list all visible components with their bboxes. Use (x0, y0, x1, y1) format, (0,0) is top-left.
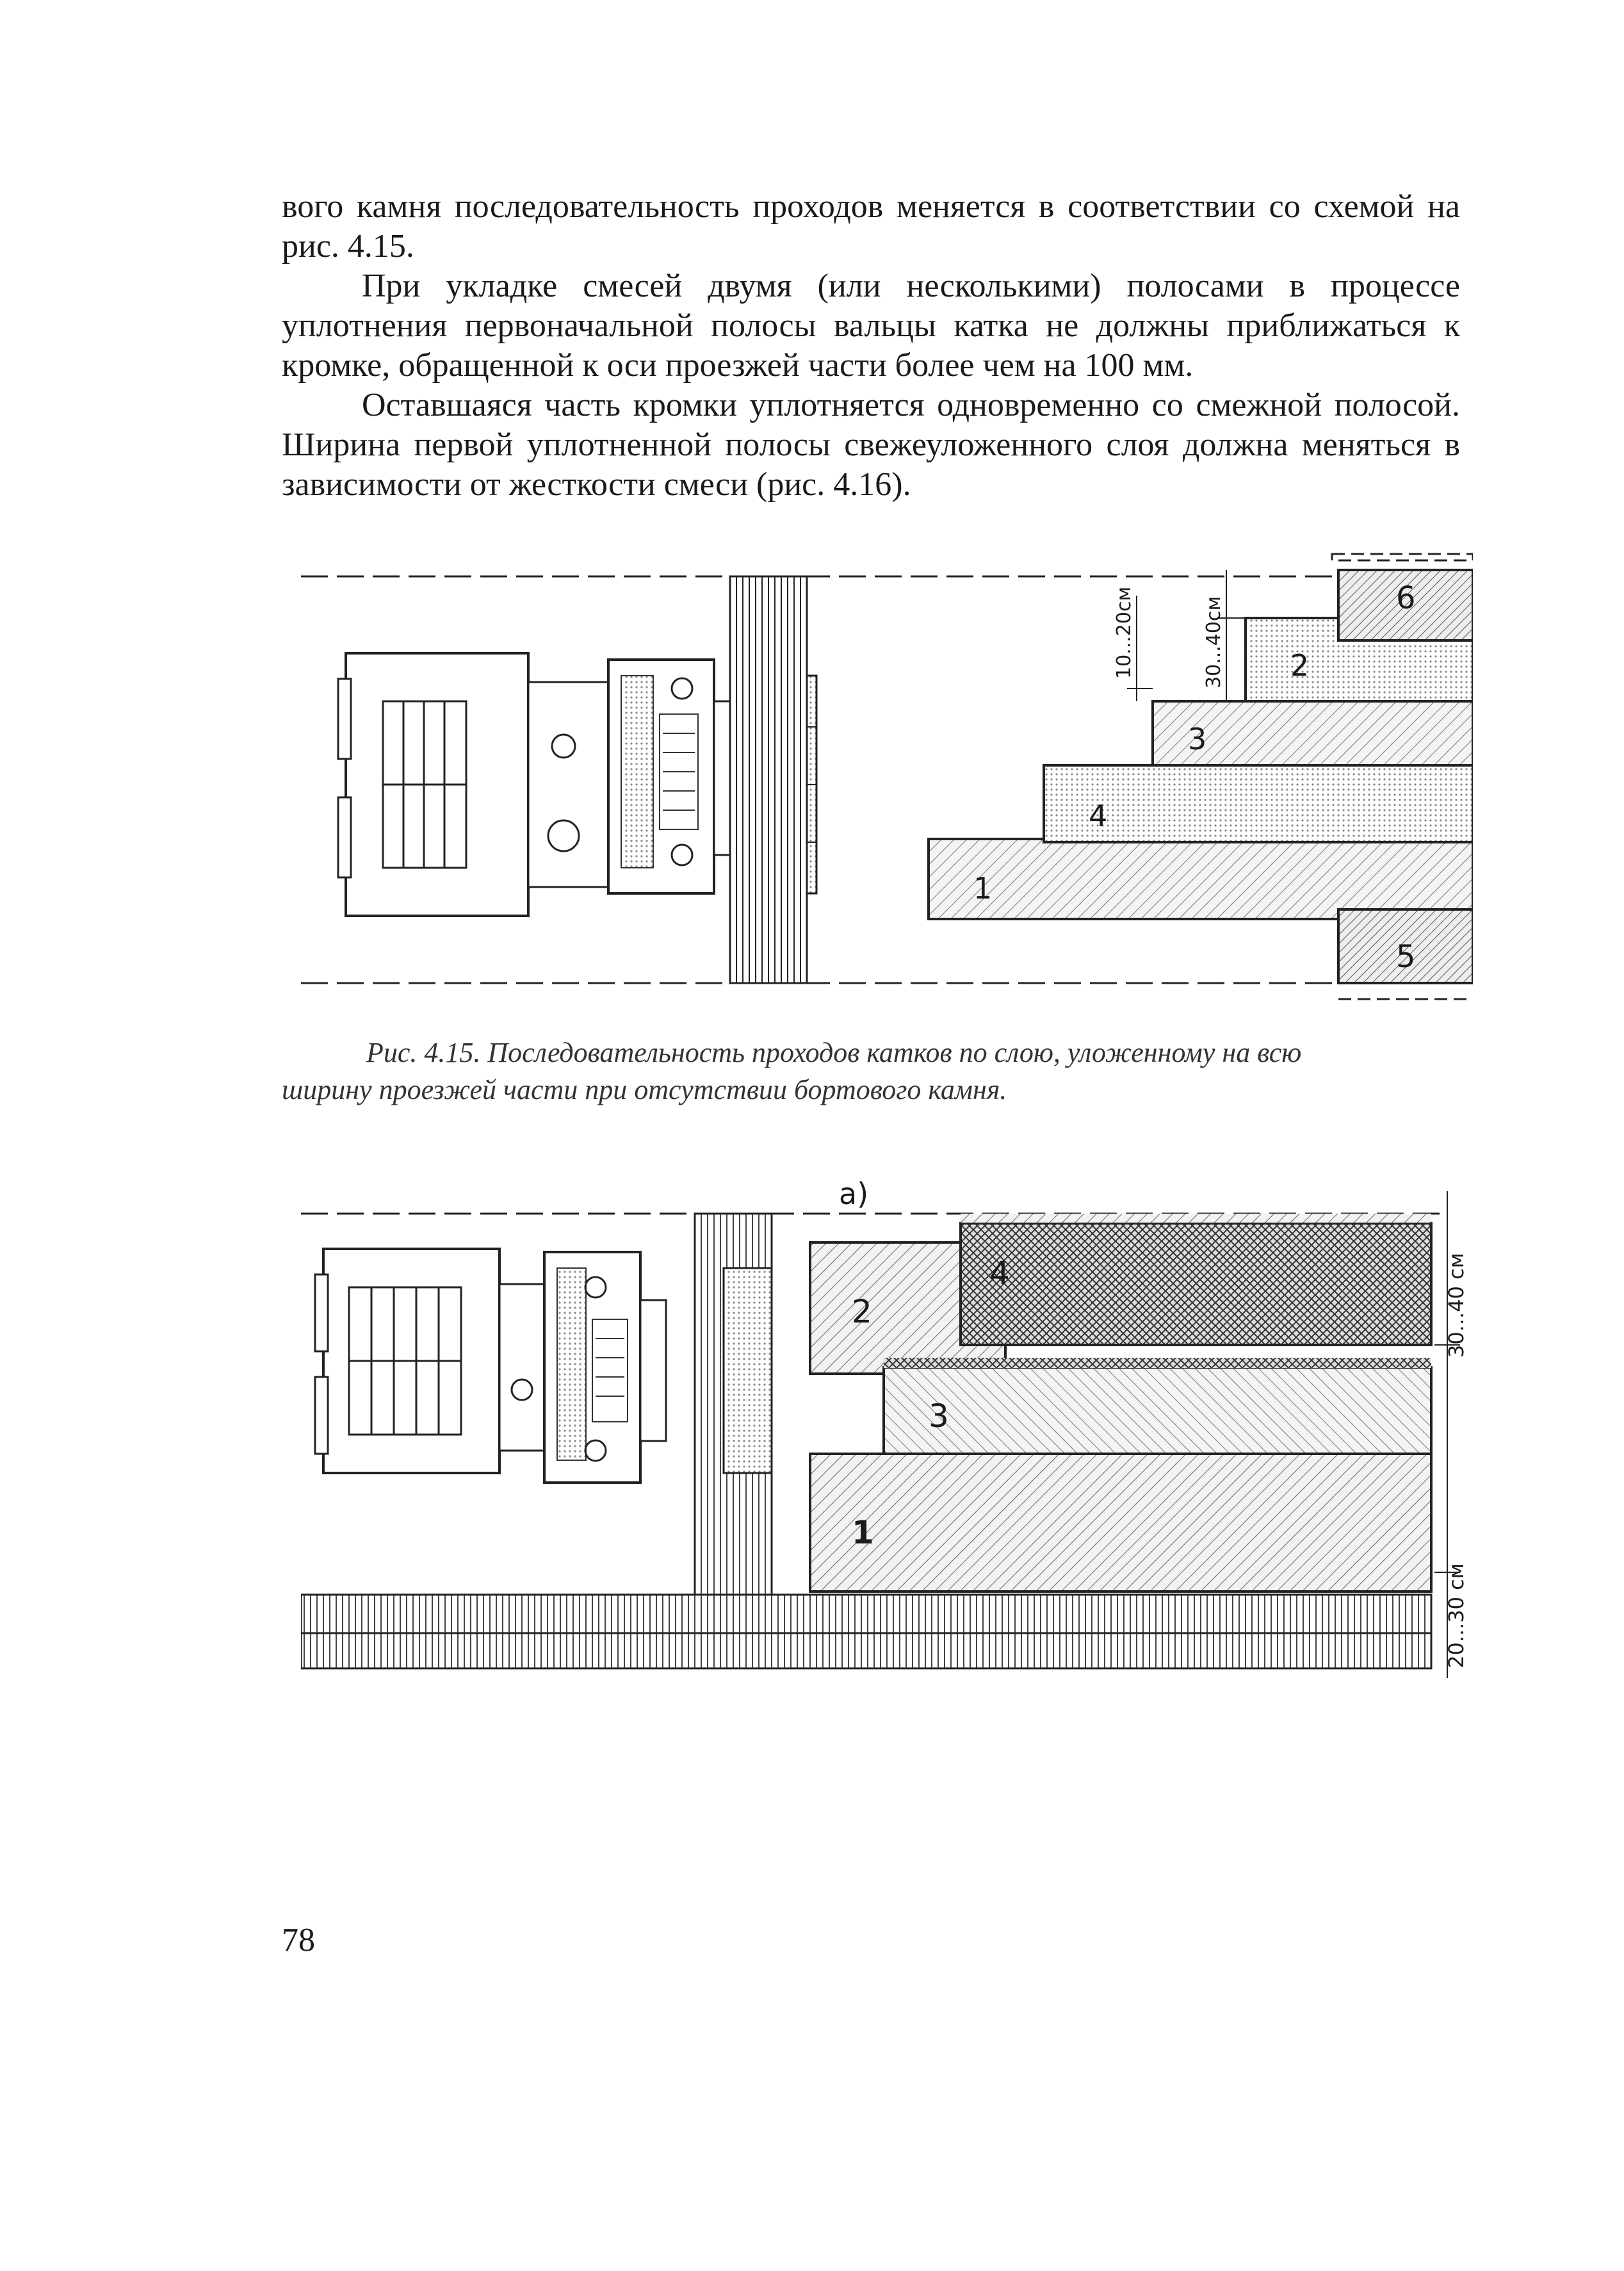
page-number: 78 (282, 1922, 315, 1958)
figure-4-15 (301, 541, 1473, 1002)
caption-line-2: ширину проезжей части при отсутствии бортового камня. (282, 1074, 1007, 1105)
strip-label-4: 4 (1089, 799, 1108, 833)
strip-5 (1338, 909, 1473, 999)
strip-label-4: 4 (989, 1255, 1010, 1292)
figure-caption (282, 1034, 1460, 1109)
strip-label-1: 1 (973, 871, 993, 906)
dimension-30-40: 30...40см (1203, 596, 1225, 688)
strip-label-5: 5 (1396, 939, 1416, 975)
curb-strip (301, 1595, 1431, 1668)
strip-4 (1044, 765, 1473, 842)
dimension-20-30: 20...30 см (1444, 1563, 1468, 1668)
strip-label-2: 2 (852, 1293, 872, 1330)
dimension-marks (1127, 570, 1246, 701)
strip-label-2: 2 (1290, 648, 1310, 683)
paragraph-1: вого камня последовательность проходов меняется в соответствии со схемой на рис. 4.15. (282, 188, 1460, 265)
strip-label-6: 6 (1396, 580, 1416, 616)
paragraph-3: Оставшаяся часть кромки уплотняется одновременно со смежной полосой. Ширина первой уплотненной полосы свежеуложенного слоя должна меняться в зависимости от жесткости смеси (рис. 4.16). (282, 387, 1460, 503)
strip-6 (1332, 554, 1473, 640)
body-text (282, 187, 1460, 505)
strip-label-3: 3 (929, 1397, 949, 1435)
figure-4-16a (301, 1172, 1473, 1678)
strip-1 (810, 1454, 1431, 1591)
strip-label-1: 1 (852, 1514, 874, 1551)
panel-label: а) (839, 1176, 869, 1211)
dimension-10-20: 10...20см (1113, 586, 1135, 679)
road-roller (338, 576, 816, 983)
dimension-30-40: 30...40 см (1444, 1253, 1468, 1358)
strip-3 (1153, 701, 1473, 765)
strip-label-3: 3 (1188, 722, 1207, 756)
caption-line-1: Рис. 4.15. Последовательность проходов катков по слою, уложенному на всю (366, 1037, 1302, 1068)
strip-1 (929, 839, 1473, 919)
paragraph-2: При укладке смесей двумя (или несколькими) полосами в процессе уплотнения первоначальной полосы вальцы катка не должны приближаться к кромке, обращенной к оси проезжей части более чем на 100 мм. (282, 268, 1460, 384)
strip-4 (961, 1214, 1431, 1345)
road-roller (315, 1214, 772, 1595)
